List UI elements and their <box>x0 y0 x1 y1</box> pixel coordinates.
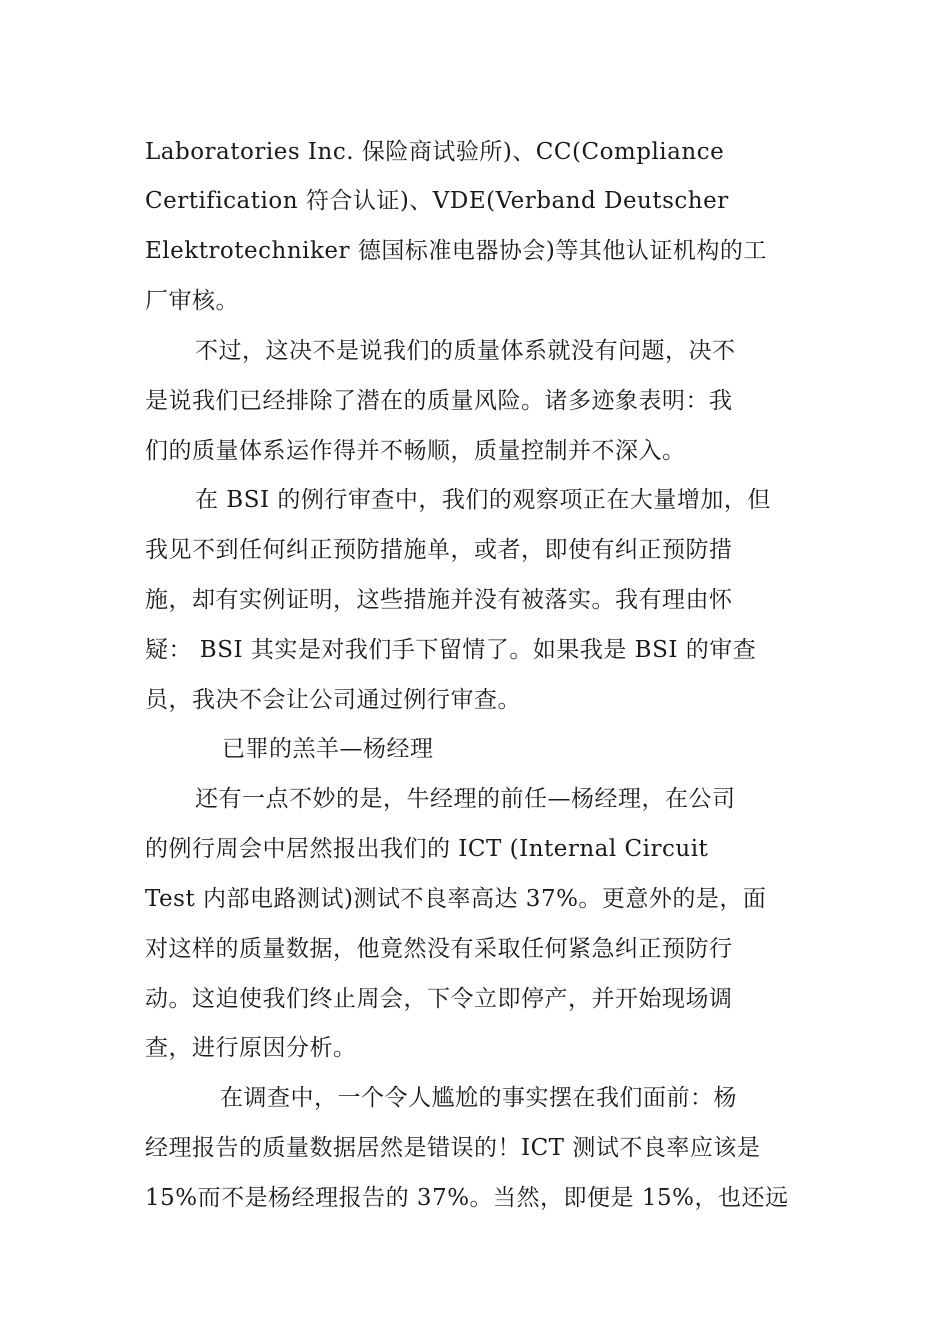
text-line: 在 BSI 的例行审查中，我们的观察项正在大量增加，但 <box>195 487 771 513</box>
text-line: 们的质量体系运作得并不畅顺，质量控制并不深入。 <box>145 438 686 464</box>
text-line: 动。这迫使我们终止周会，下令立即停产，并开始现场调 <box>145 986 733 1012</box>
text-line: 员，我决不会让公司通过例行审查。 <box>145 687 521 713</box>
text-line: 对这样的质量数据，他竟然没有采取任何紧急纠正预防行 <box>145 936 733 962</box>
text-line: 15%而不是杨经理报告的 37%。当然，即便是 15%，也还远 <box>145 1185 789 1211</box>
text-line: 施，却有实例证明，这些措施并没有被落实。我有理由怀 <box>145 587 733 613</box>
text-line: 我见不到任何纠正预防措施单，或者，即使有纠正预防措 <box>145 537 733 563</box>
text-line: Elektrotechniker 德国标准电器协会)等其他认证机构的工 <box>145 238 767 264</box>
text-line: 在调查中，一个令人尴尬的事实摆在我们面前：杨 <box>220 1085 737 1111</box>
text-line: Test 内部电路测试)测试不良率高达 37%。更意外的是，面 <box>145 886 767 912</box>
text-line: 还有一点不妙的是，牛经理的前任—杨经理，在公司 <box>195 786 736 812</box>
text-line: 经理报告的质量数据居然是错误的！ICT 测试不良率应该是 <box>145 1135 761 1161</box>
text-line: 的例行周会中居然报出我们的 ICT (Internal Circuit <box>145 836 709 862</box>
text-line: Laboratories Inc. 保险商试验所)、CC(Compliance <box>145 139 725 165</box>
text-line: 查，进行原因分析。 <box>145 1035 357 1061</box>
text-line: 厂审核。 <box>145 288 239 314</box>
text-line: 疑： BSI 其实是对我们手下留情了。如果我是 BSI 的审查 <box>145 637 757 663</box>
section-heading: 已罪的羔羊—杨经理 <box>222 736 434 762</box>
text-line: 是说我们已经排除了潜在的质量风险。诸多迹象表明：我 <box>145 388 733 414</box>
text-line: 不过，这决不是说我们的质量体系就没有问题，决不 <box>195 338 736 364</box>
text-line: Certification 符合认证)、VDE(Verband Deutscher <box>145 188 729 214</box>
